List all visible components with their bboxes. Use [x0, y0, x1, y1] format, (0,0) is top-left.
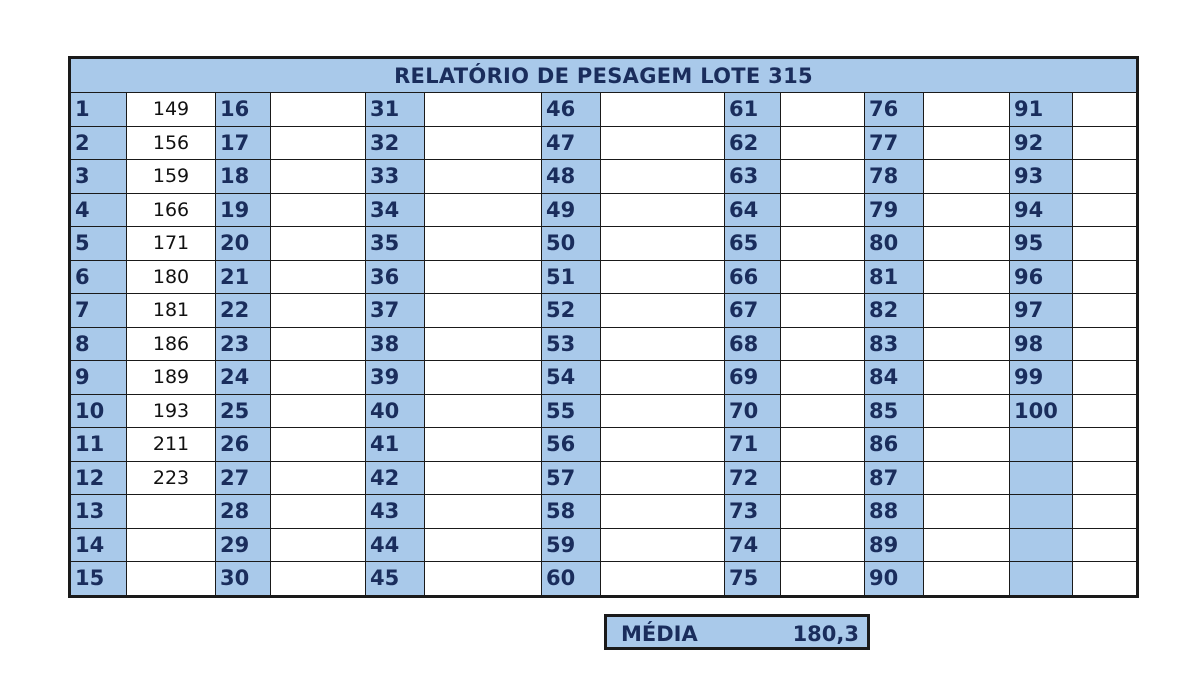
weight-value [271, 361, 366, 395]
weight-value [601, 294, 725, 328]
animal-number: 83 [865, 327, 924, 361]
weight-value [425, 495, 542, 529]
animal-number: 35 [366, 227, 425, 261]
weight-value [781, 327, 865, 361]
animal-number: 66 [725, 260, 781, 294]
animal-number: 58 [542, 495, 601, 529]
animal-number: 20 [216, 227, 271, 261]
weight-value: 186 [127, 327, 216, 361]
report-title: RELATÓRIO DE PESAGEM LOTE 315 [70, 58, 1138, 93]
average-label: MÉDIA [621, 622, 698, 646]
animal-number [1010, 495, 1073, 529]
weight-value [781, 260, 865, 294]
weight-value [601, 260, 725, 294]
animal-number: 56 [542, 428, 601, 462]
animal-number: 99 [1010, 361, 1073, 395]
animal-number: 52 [542, 294, 601, 328]
animal-number: 88 [865, 495, 924, 529]
animal-number: 5 [70, 227, 127, 261]
animal-number: 14 [70, 528, 127, 562]
weight-value [924, 361, 1010, 395]
weight-value [924, 126, 1010, 160]
animal-number: 60 [542, 562, 601, 597]
weight-value [924, 528, 1010, 562]
animal-number: 76 [865, 93, 924, 127]
animal-number: 4 [70, 193, 127, 227]
animal-number: 78 [865, 160, 924, 194]
animal-number: 73 [725, 495, 781, 529]
weight-value [924, 562, 1010, 597]
weight-value [425, 126, 542, 160]
weight-value [924, 160, 1010, 194]
weight-value [781, 495, 865, 529]
weight-value [271, 495, 366, 529]
weight-value [601, 160, 725, 194]
weight-value [781, 361, 865, 395]
animal-number: 63 [725, 160, 781, 194]
animal-number: 85 [865, 394, 924, 428]
animal-number: 97 [1010, 294, 1073, 328]
animal-number: 27 [216, 461, 271, 495]
weight-value: 189 [127, 361, 216, 395]
weight-value [1073, 461, 1138, 495]
weight-value [781, 93, 865, 127]
animal-number: 3 [70, 160, 127, 194]
weight-value [781, 394, 865, 428]
animal-number: 65 [725, 227, 781, 261]
weight-value [425, 461, 542, 495]
weight-value [1073, 394, 1138, 428]
weight-value [781, 126, 865, 160]
animal-number: 36 [366, 260, 425, 294]
weight-value [271, 528, 366, 562]
weight-value [425, 562, 542, 597]
weight-value [781, 428, 865, 462]
animal-number: 22 [216, 294, 271, 328]
animal-number: 67 [725, 294, 781, 328]
weight-value [1073, 126, 1138, 160]
animal-number [1010, 461, 1073, 495]
weight-value [271, 160, 366, 194]
table-row [70, 394, 1138, 428]
animal-number: 23 [216, 327, 271, 361]
weight-value [1073, 193, 1138, 227]
weight-value [601, 227, 725, 261]
animal-number: 10 [70, 394, 127, 428]
animal-number: 1 [70, 93, 127, 127]
animal-number: 92 [1010, 126, 1073, 160]
animal-number: 98 [1010, 327, 1073, 361]
weight-value [271, 227, 366, 261]
animal-number: 17 [216, 126, 271, 160]
weight-value: 211 [127, 428, 216, 462]
weight-value [1073, 93, 1138, 127]
weight-value [425, 193, 542, 227]
weight-value [271, 126, 366, 160]
animal-number: 7 [70, 294, 127, 328]
animal-number: 54 [542, 361, 601, 395]
animal-number: 84 [865, 361, 924, 395]
weight-value: 181 [127, 294, 216, 328]
table-row [70, 126, 1138, 160]
weight-value [781, 461, 865, 495]
animal-number [1010, 562, 1073, 597]
animal-number: 91 [1010, 93, 1073, 127]
table-row [70, 93, 1138, 127]
animal-number: 6 [70, 260, 127, 294]
animal-number: 95 [1010, 227, 1073, 261]
animal-number: 82 [865, 294, 924, 328]
animal-number: 68 [725, 327, 781, 361]
weight-value [781, 528, 865, 562]
weight-value [924, 495, 1010, 529]
animal-number: 26 [216, 428, 271, 462]
weight-value: 156 [127, 126, 216, 160]
table-row [70, 327, 1138, 361]
table-row [70, 294, 1138, 328]
weight-value [924, 193, 1010, 227]
weight-value [601, 394, 725, 428]
weight-value [1073, 562, 1138, 597]
weight-value [601, 428, 725, 462]
weight-value [127, 562, 216, 597]
weight-value [781, 562, 865, 597]
animal-number: 86 [865, 428, 924, 462]
weight-value: 193 [127, 394, 216, 428]
weight-value [271, 327, 366, 361]
weight-value [924, 461, 1010, 495]
weight-value [425, 260, 542, 294]
animal-number: 21 [216, 260, 271, 294]
animal-number: 31 [366, 93, 425, 127]
animal-number: 32 [366, 126, 425, 160]
animal-number: 39 [366, 361, 425, 395]
weight-value [127, 528, 216, 562]
weight-value [1073, 361, 1138, 395]
weight-value [924, 93, 1010, 127]
weight-value [601, 562, 725, 597]
animal-number: 38 [366, 327, 425, 361]
weight-value [271, 260, 366, 294]
weight-value [601, 327, 725, 361]
animal-number: 87 [865, 461, 924, 495]
weight-value [425, 327, 542, 361]
animal-number: 30 [216, 562, 271, 597]
table-row [70, 160, 1138, 194]
animal-number: 2 [70, 126, 127, 160]
animal-number: 93 [1010, 160, 1073, 194]
animal-number: 64 [725, 193, 781, 227]
animal-number: 12 [70, 461, 127, 495]
animal-number: 19 [216, 193, 271, 227]
animal-number: 37 [366, 294, 425, 328]
animal-number: 15 [70, 562, 127, 597]
animal-number: 79 [865, 193, 924, 227]
table-row [70, 495, 1138, 529]
animal-number: 33 [366, 160, 425, 194]
animal-number: 55 [542, 394, 601, 428]
animal-number: 11 [70, 428, 127, 462]
animal-number: 53 [542, 327, 601, 361]
weight-value [601, 361, 725, 395]
weight-value: 166 [127, 193, 216, 227]
weight-value: 180 [127, 260, 216, 294]
weight-value [601, 528, 725, 562]
table-row [70, 260, 1138, 294]
weight-value [601, 495, 725, 529]
weight-value [425, 528, 542, 562]
animal-number: 29 [216, 528, 271, 562]
animal-number: 61 [725, 93, 781, 127]
weight-value [924, 327, 1010, 361]
animal-number: 41 [366, 428, 425, 462]
animal-number: 50 [542, 227, 601, 261]
weight-value [601, 193, 725, 227]
animal-number [1010, 428, 1073, 462]
animal-number: 89 [865, 528, 924, 562]
weight-value [425, 227, 542, 261]
weight-value: 171 [127, 227, 216, 261]
animal-number: 81 [865, 260, 924, 294]
animal-number: 72 [725, 461, 781, 495]
animal-number: 24 [216, 361, 271, 395]
weight-value: 159 [127, 160, 216, 194]
weight-value [781, 193, 865, 227]
animal-number: 51 [542, 260, 601, 294]
animal-number: 45 [366, 562, 425, 597]
animal-number: 90 [865, 562, 924, 597]
weight-value [1073, 160, 1138, 194]
weight-value [601, 126, 725, 160]
animal-number: 28 [216, 495, 271, 529]
animal-number: 75 [725, 562, 781, 597]
weight-value [1073, 327, 1138, 361]
weight-value: 149 [127, 93, 216, 127]
weight-value [425, 361, 542, 395]
weight-value [601, 93, 725, 127]
animal-number: 57 [542, 461, 601, 495]
animal-number: 47 [542, 126, 601, 160]
animal-number: 8 [70, 327, 127, 361]
animal-number: 25 [216, 394, 271, 428]
weight-value [271, 428, 366, 462]
animal-number: 34 [366, 193, 425, 227]
table-row [70, 562, 1138, 597]
table-row [70, 227, 1138, 261]
animal-number: 16 [216, 93, 271, 127]
weight-value [271, 562, 366, 597]
animal-number: 71 [725, 428, 781, 462]
animal-number: 40 [366, 394, 425, 428]
animal-number: 42 [366, 461, 425, 495]
weight-value [781, 227, 865, 261]
weight-value [271, 461, 366, 495]
weight-value [425, 394, 542, 428]
weight-value [1073, 294, 1138, 328]
weight-value [271, 93, 366, 127]
animal-number: 48 [542, 160, 601, 194]
weight-value [601, 461, 725, 495]
animal-number: 59 [542, 528, 601, 562]
weight-value [1073, 227, 1138, 261]
weight-value [1073, 428, 1138, 462]
animal-number: 13 [70, 495, 127, 529]
animal-number: 44 [366, 528, 425, 562]
weight-value [271, 193, 366, 227]
animal-number: 74 [725, 528, 781, 562]
weight-value: 223 [127, 461, 216, 495]
weight-value [924, 428, 1010, 462]
animal-number: 77 [865, 126, 924, 160]
weight-value [425, 428, 542, 462]
weight-value [425, 160, 542, 194]
weight-value [924, 260, 1010, 294]
animal-number: 100 [1010, 394, 1073, 428]
animal-number: 46 [542, 93, 601, 127]
animal-number: 94 [1010, 193, 1073, 227]
weight-value [781, 160, 865, 194]
animal-number: 9 [70, 361, 127, 395]
animal-number: 80 [865, 227, 924, 261]
weight-value [1073, 495, 1138, 529]
weight-value [924, 394, 1010, 428]
weight-value [425, 294, 542, 328]
animal-number: 62 [725, 126, 781, 160]
animal-number: 43 [366, 495, 425, 529]
table-row [70, 193, 1138, 227]
weight-value [1073, 528, 1138, 562]
weighing-report-table [68, 56, 1139, 598]
weight-value [781, 294, 865, 328]
weight-value [1073, 260, 1138, 294]
weight-value [127, 495, 216, 529]
animal-number: 18 [216, 160, 271, 194]
animal-number: 96 [1010, 260, 1073, 294]
table-row [70, 528, 1138, 562]
average-value: 180,3 [792, 622, 859, 646]
table-row [70, 428, 1138, 462]
table-row [70, 361, 1138, 395]
animal-number: 49 [542, 193, 601, 227]
table-row [70, 461, 1138, 495]
animal-number [1010, 528, 1073, 562]
weight-value [271, 394, 366, 428]
weight-value [924, 294, 1010, 328]
weight-value [924, 227, 1010, 261]
weight-value [425, 93, 542, 127]
animal-number: 69 [725, 361, 781, 395]
animal-number: 70 [725, 394, 781, 428]
average-box [604, 614, 870, 650]
weight-value [271, 294, 366, 328]
